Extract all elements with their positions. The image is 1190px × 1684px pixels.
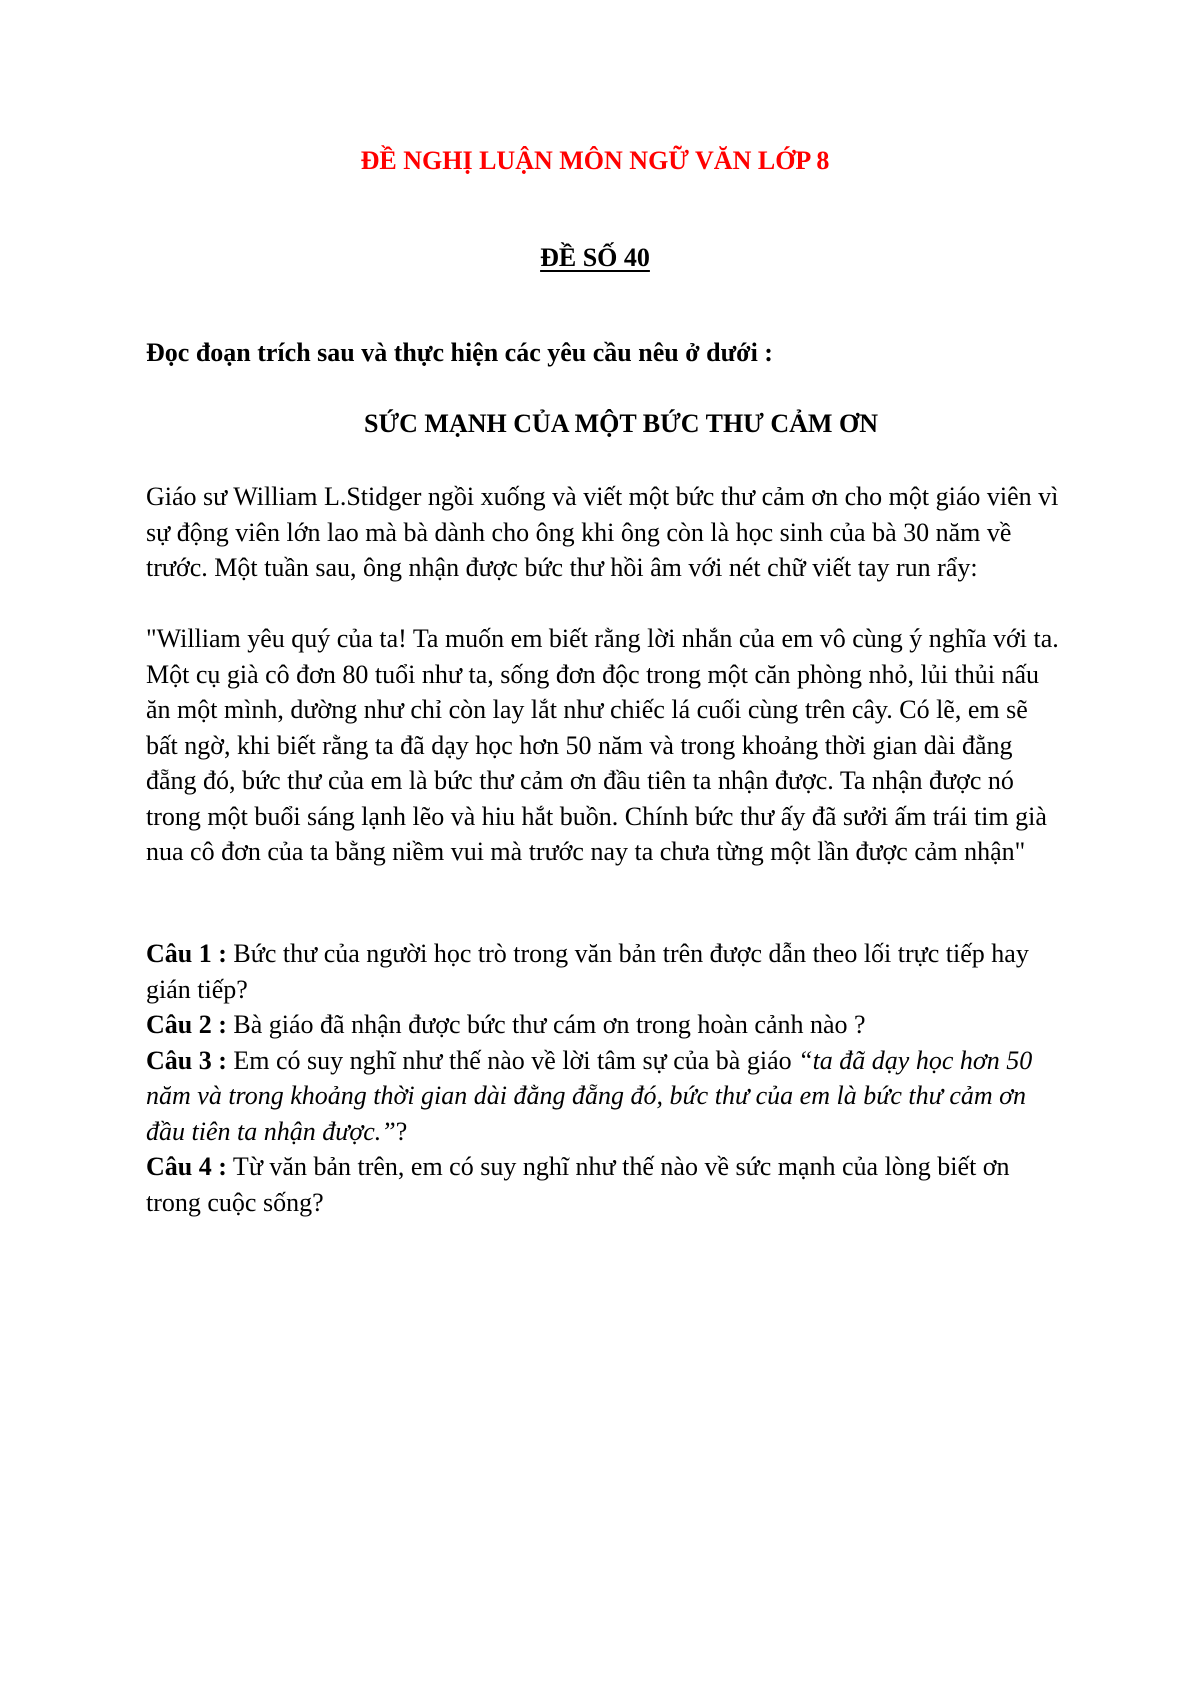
question-text: Từ văn bản trên, em có suy nghĩ như thế nào về sức mạnh của lòng biết ơn trong cuộc sống? [146,1152,1010,1217]
exam-number-heading: ĐỀ SỐ 40 [540,243,650,272]
question-list [146,936,1061,1220]
passage-letter-paragraph: "William yêu quý của ta! Ta muốn em biết rằng lời nhắn của em vô cùng ý nghĩa với ta. Một cụ già cô đơn 80 tuổi như ta, sống đơn độc trong một căn phòng nhỏ, lủi thủi nấu ăn một mình, dường như chỉ còn lay lắt như chiếc lá cuối cùng trên cây. Có lẽ, em sẽ bất ngờ, khi biết rằng ta đã dạy học hơn 50 năm và trong khoảng thời gian dài đằng đẵng đó, bức thư của em là bức thư cảm ơn đầu tiên ta nhận được. Ta nhận được nó trong một buổi sáng lạnh lẽo và hiu hắt buồn. Chính bức thư ấy đã sưởi ấm trái tim già nua cô đơn của ta bằng niềm vui mà trước nay ta chưa từng một lần được cảm nhận" [146,624,1059,866]
question-text: Em có suy nghĩ như thế nào về lời tâm sự của bà giáo [226,1045,799,1075]
question-item [146,936,1061,1007]
reading-instruction: Đọc đoạn trích sau và thực hiện các yêu cầu nêu ở dưới : [146,338,773,367]
question-item [146,1043,1061,1150]
passage-title: SỨC MẠNH CỦA MỘT BỨC THƯ CẢM ƠN [364,409,878,438]
question-label: Câu 3 : [146,1045,227,1075]
document-title: ĐỀ NGHỊ LUẬN MÔN NGỮ VĂN LỚP 8 [360,146,830,175]
question-item [146,1149,1061,1220]
question-text: Bức thư của người học trò trong văn bản trên được dẫn theo lối trực tiếp hay gián tiếp? [146,939,1029,1004]
question-tail: ? [395,1116,408,1146]
question-text: Bà giáo đã nhận được bức thư cám ơn trong hoàn cảnh nào ? [226,1010,866,1039]
question-quote: “ta đã dạy học hơn 50 năm và trong khoảng thời gian dài đằng đẵng đó, bức thư của em là bức thư cảm ơn đầu tiên ta nhận được.” [146,1045,1033,1146]
question-label: Câu 4 : [146,1152,227,1181]
passage-intro-paragraph: Giáo sư William L.Stidger ngồi xuống và viết một bức thư cảm ơn cho một giáo viên vì sự động viên lớn lao mà bà dành cho ông khi ông còn là học sinh của bà 30 năm về trước. Một tuần sau, ông nhận được bức thư hồi âm với nét chữ viết tay run rẩy: [146,482,1059,582]
question-item [146,1007,1061,1043]
question-label: Câu 1 : [146,939,227,968]
question-label: Câu 2 : [146,1010,227,1039]
